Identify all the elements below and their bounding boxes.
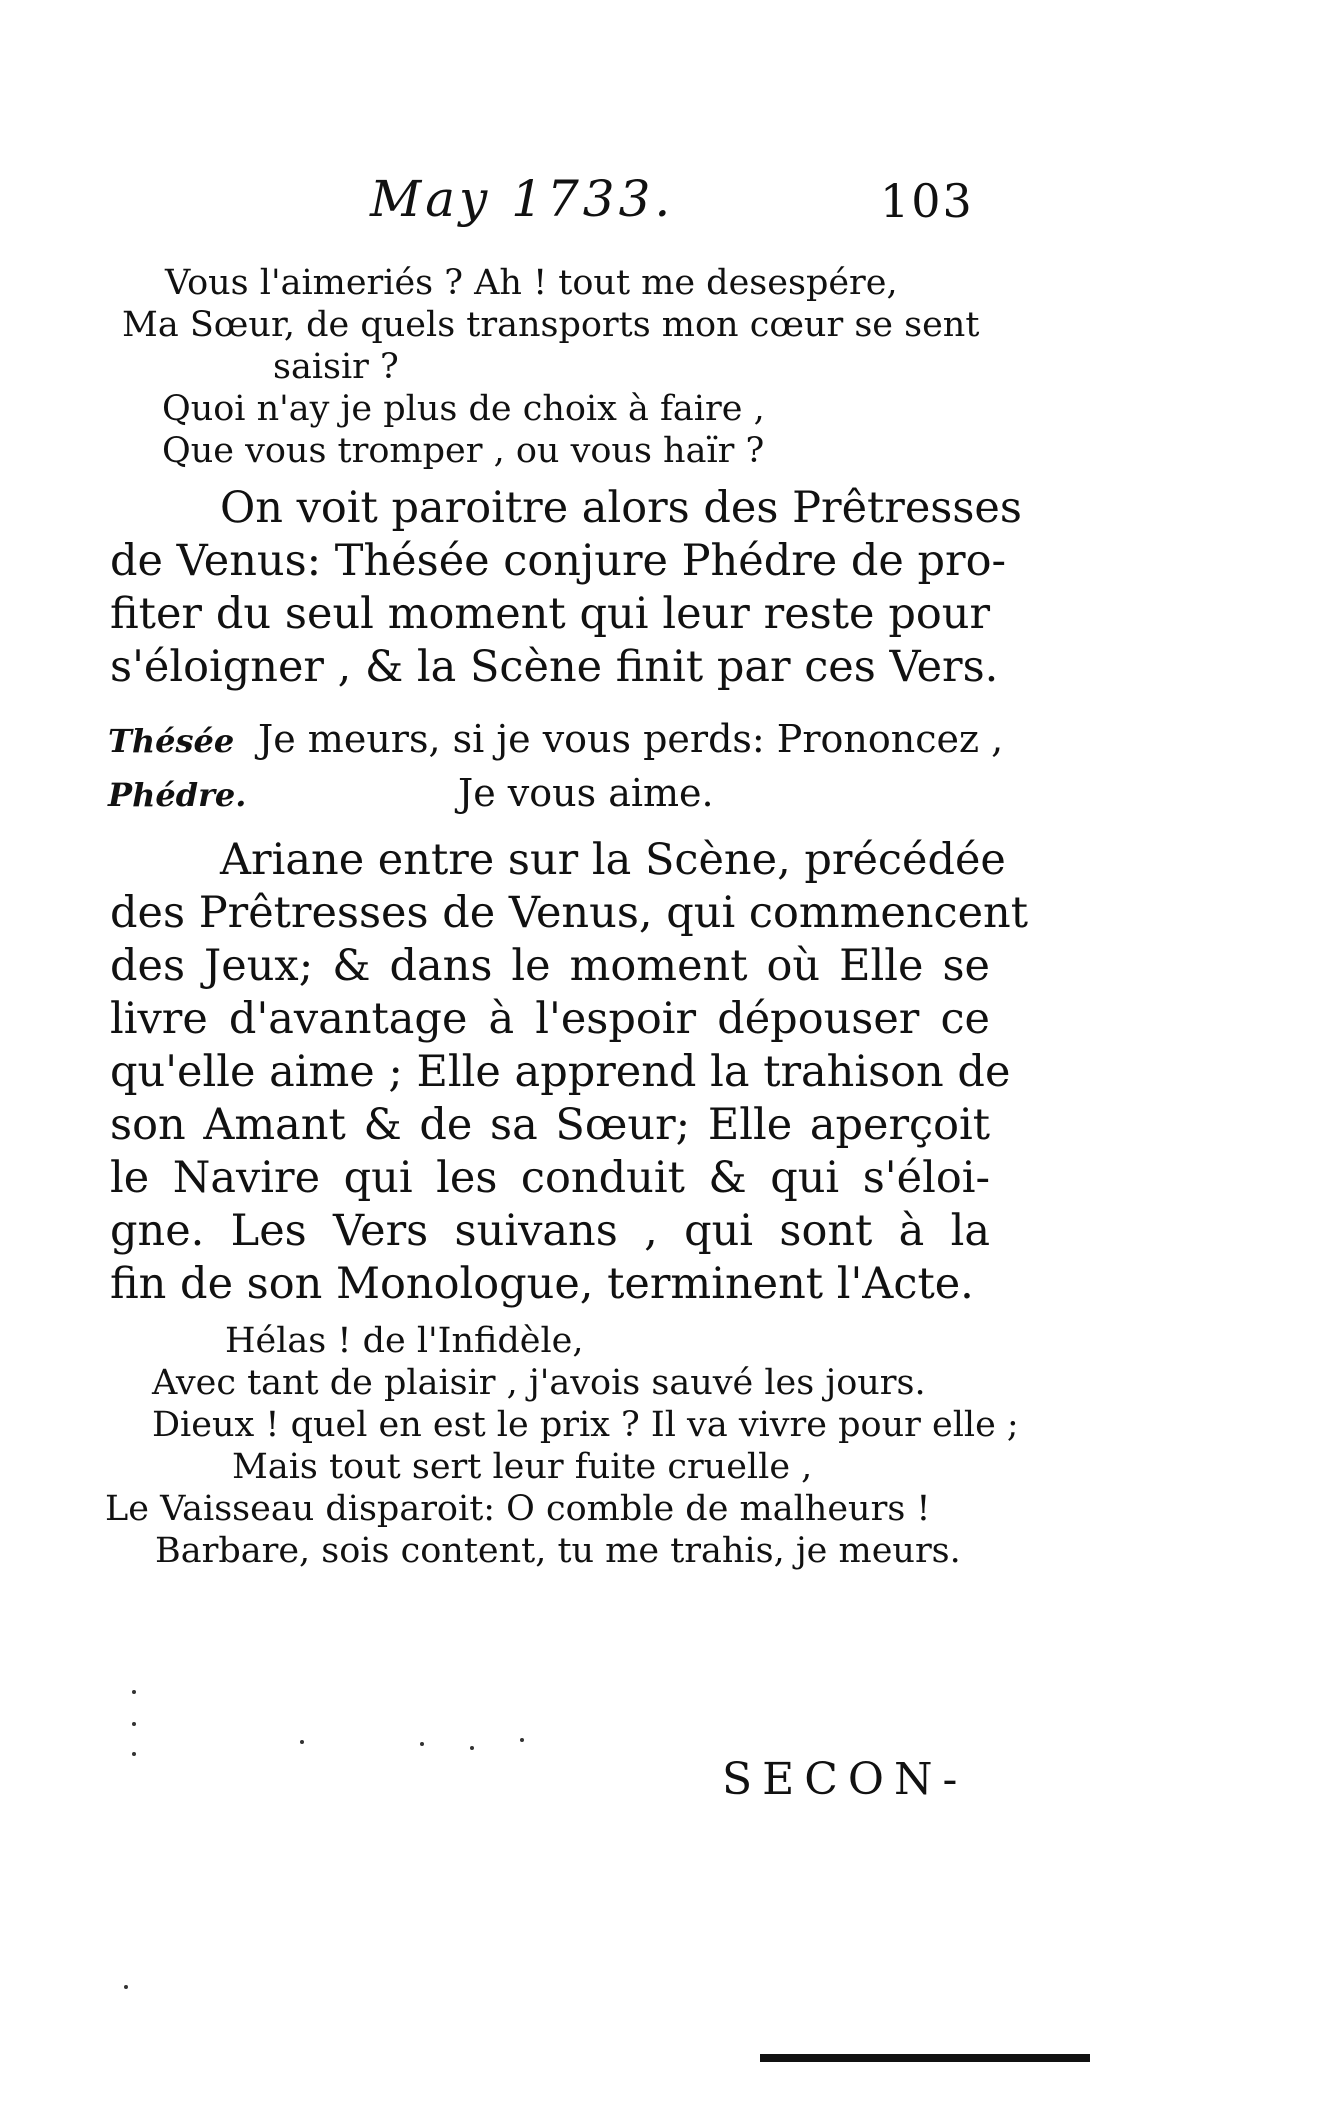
ink-speck [132, 1690, 136, 1694]
ink-speck [420, 1742, 424, 1746]
ink-speck [520, 1738, 524, 1742]
speaker-name: Thésée [108, 722, 235, 760]
verse-line: Que vous tromper , ou vous haïr ? [162, 431, 765, 471]
ink-speck [132, 1722, 136, 1726]
verse-line: Le Vaisseau disparoit: O comble de malheurs ! [105, 1489, 931, 1529]
prose-line: On voit paroitre alors des Prêtresses [220, 483, 1022, 533]
speech-line: Je vous aime. [458, 771, 714, 815]
prose-line: s'éloigner , & la Scène finit par ces Vers. [110, 642, 999, 692]
verse-line: Hélas ! de l'Infidèle, [225, 1321, 584, 1361]
verse-line: Avec tant de plaisir , j'avois sauvé les jours. [152, 1363, 926, 1403]
prose-line: des Prêtresses de Venus, qui commencent [110, 888, 1029, 938]
speaker-name: Phédre. [108, 776, 247, 814]
prose-line: fiter du seul moment qui leur reste pour [110, 589, 990, 639]
page-number: 103 [880, 174, 974, 228]
verse-line: Barbare, sois content, tu me trahis, je meurs. [155, 1531, 961, 1571]
prose-paragraph-1 [110, 482, 1022, 694]
ink-speck [470, 1746, 474, 1750]
verse-line: Dieux ! quel en est le prix ? Il va vivre pour elle ; [152, 1405, 1019, 1445]
prose-line: livre d'avantage à l'espoir dépouser ce [110, 994, 990, 1044]
bottom-rule [760, 2054, 1090, 2062]
prose-line: le Navire qui les conduit & qui s'éloi- [110, 1153, 990, 1203]
prose-line: qu'elle aime ; Elle apprend la trahison de [110, 1047, 1011, 1097]
dialogue-block [108, 712, 1008, 832]
speech-line: Je meurs, si je vous perds: Prononcez , [258, 717, 1004, 761]
verse-line: Vous l'aimeriés ? Ah ! tout me desespére, [165, 263, 898, 303]
prose-line: fin de son Monologue, terminent l'Acte. [110, 1259, 974, 1309]
prose-paragraph-2 [110, 834, 1029, 1311]
verse-line: Mais tout sert leur fuite cruelle , [232, 1447, 813, 1487]
prose-line: des Jeux; & dans le moment où Elle se [110, 941, 990, 991]
verse-line: saisir ? [273, 347, 399, 387]
verse-line: Quoi n'ay je plus de choix à faire , [162, 389, 765, 429]
prose-line: son Amant & de sa Sœur; Elle aperçoit [110, 1100, 990, 1150]
prose-line: de Venus: Thésée conjure Phédre de pro- [110, 536, 1007, 586]
ink-speck [132, 1752, 136, 1756]
verse-line: Ma Sœur, de quels transports mon cœur se sent [122, 305, 980, 345]
prose-line: gne. Les Vers suivans , qui sont à la [110, 1206, 990, 1256]
catchword: SECON- [722, 1754, 968, 1805]
ink-speck [300, 1740, 304, 1744]
ink-speck [124, 1985, 128, 1989]
page-header [0, 170, 1324, 250]
prose-line: Ariane entre sur la Scène, précédée [220, 835, 1006, 885]
running-head: May 1733. [370, 170, 675, 228]
